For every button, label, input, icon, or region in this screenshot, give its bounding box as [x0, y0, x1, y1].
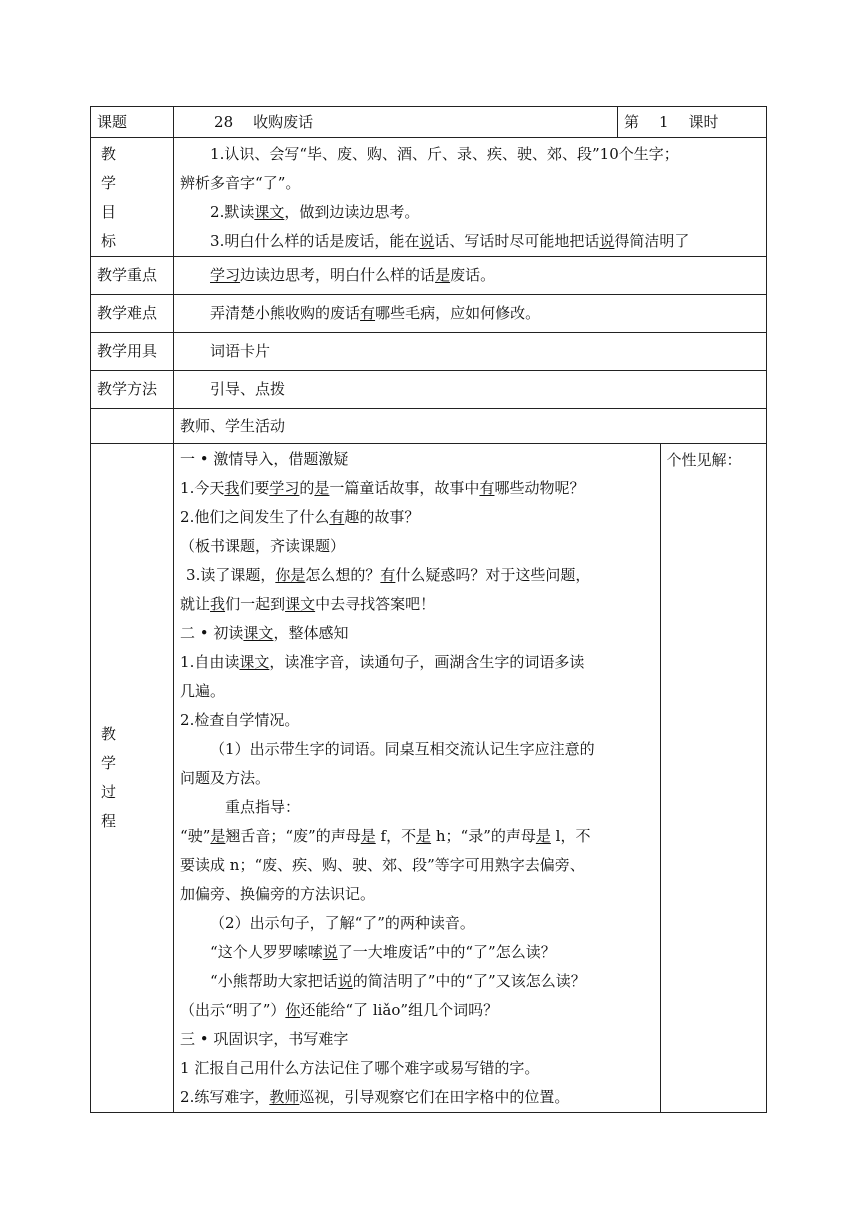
tools-label: 教学用具	[91, 333, 174, 371]
objective-1-line-2: 辨析多音字“了”。	[180, 174, 301, 192]
lesson-title-cell	[174, 107, 618, 138]
tools-row	[91, 333, 767, 371]
objectives-label-char: 标	[101, 232, 117, 250]
objectives-label-char: 目	[101, 203, 117, 221]
process-line: 2.他们之间发生了什么有趣的故事？	[180, 508, 420, 526]
lesson-title: 收购废话	[253, 112, 314, 131]
side-note-label: 个性见解：	[666, 451, 742, 469]
objectives-label-char: 教	[101, 145, 117, 163]
process-line: 加偏旁、换偏旁的方法识记。	[180, 885, 376, 903]
process-line: 1 汇报自己用什么方法记住了哪个难字或易写错的字。	[180, 1059, 540, 1077]
period-suffix: 课时	[688, 112, 719, 131]
process-line: 2.检查自学情况。	[180, 711, 300, 729]
process-line: （板书课题，齐读课题）	[180, 537, 346, 555]
title-label: 课题	[91, 107, 174, 138]
difficulty-label: 教学难点	[91, 295, 174, 333]
focus-content: 学习边读边思考，明白什么样的话是废话。	[174, 257, 767, 295]
objective-2: 2.默读课文，做到边读边思考。	[210, 203, 420, 221]
method-content: 引导、点拨	[174, 371, 767, 409]
process-line: （2）出示句子，了解“了”的两种读音。	[210, 914, 475, 932]
objectives-content	[174, 138, 767, 257]
section-3-title: 三 • 巩固识字，书写难字	[180, 1030, 349, 1048]
process-line: 1.今天我们要学习的是一篇童话故事，故事中有哪些动物呢？	[180, 479, 585, 497]
process-content	[174, 444, 660, 1113]
process-line: （1）出示带生字的词语。同桌互相交流认记生字应注意的	[210, 740, 595, 758]
activity-header-empty	[91, 409, 174, 444]
activity-header-row	[91, 409, 767, 444]
process-line: 几遍。	[180, 682, 226, 700]
side-note-cell	[660, 444, 766, 1113]
process-line: 2.练写难字，教师巡视，引导观察它们在田字格中的位置。	[180, 1088, 570, 1106]
section-1-title: 一 • 激情导入，借题激疑	[180, 450, 349, 468]
period-prefix: 第	[623, 112, 639, 131]
process-line: 问题及方法。	[180, 769, 271, 787]
focus-label: 教学重点	[91, 257, 174, 295]
process-label-char: 学	[101, 754, 117, 772]
tools-content: 词语卡片	[174, 333, 767, 371]
process-line: 重点指导：	[225, 798, 301, 816]
objective-3: 3.明白什么样的话是废话，能在说话、写话时尽可能地把话说得简洁明了	[210, 232, 690, 250]
period-cell	[617, 107, 766, 138]
method-row	[91, 371, 767, 409]
process-line: “这个人罗罗嗦嗦说了一大堆废话”中的“了”怎么读？	[210, 943, 556, 961]
lesson-plan-table	[90, 106, 767, 1113]
focus-row	[91, 257, 767, 295]
process-label-char: 过	[101, 783, 117, 801]
section-2-title: 二 • 初读课文，整体感知	[180, 624, 349, 642]
process-line: “小熊帮助大家把话说的简洁明了”中的“了”又该怎么读？	[210, 972, 586, 990]
process-line: 就让我们一起到课文中去寻找答案吧！	[180, 595, 436, 613]
process-line: 3.读了课题，你是怎么想的？有什么疑惑吗？对于这些问题，	[186, 566, 591, 584]
process-line: （出示“明了”）你还能给“了 liǎo”组几个词吗？	[180, 1001, 499, 1019]
process-line: “驶”是翘舌音；“废”的声母是 f，不是 h；“录”的声母是 l，不	[180, 827, 591, 845]
process-label-char: 程	[101, 812, 117, 830]
objective-1-line-1: 1.认识、会写“毕、废、购、酒、斤、录、疾、驶、郊、段”10个生字；	[210, 145, 679, 163]
title-row	[91, 107, 767, 138]
process-line: 要读成 n；“废、疾、购、驶、郊、段”等字可用熟字去偏旁、	[180, 856, 585, 874]
activity-header: 教师、学生活动	[174, 409, 767, 444]
process-label-char: 教	[101, 725, 117, 743]
period-number: 1	[658, 112, 669, 131]
process-row	[91, 444, 767, 1113]
objectives-row	[91, 138, 767, 257]
lesson-number: 28	[214, 112, 234, 131]
objectives-label-char: 学	[101, 174, 117, 192]
process-label	[91, 444, 174, 1113]
objectives-label	[91, 138, 174, 257]
process-line: 1.自由读课文，读准字音，读通句子，画湖含生字的词语多读	[180, 653, 585, 671]
difficulty-row	[91, 295, 767, 333]
difficulty-content: 弄清楚小熊收购的废话有哪些毛病，应如何修改。	[174, 295, 767, 333]
method-label: 教学方法	[91, 371, 174, 409]
